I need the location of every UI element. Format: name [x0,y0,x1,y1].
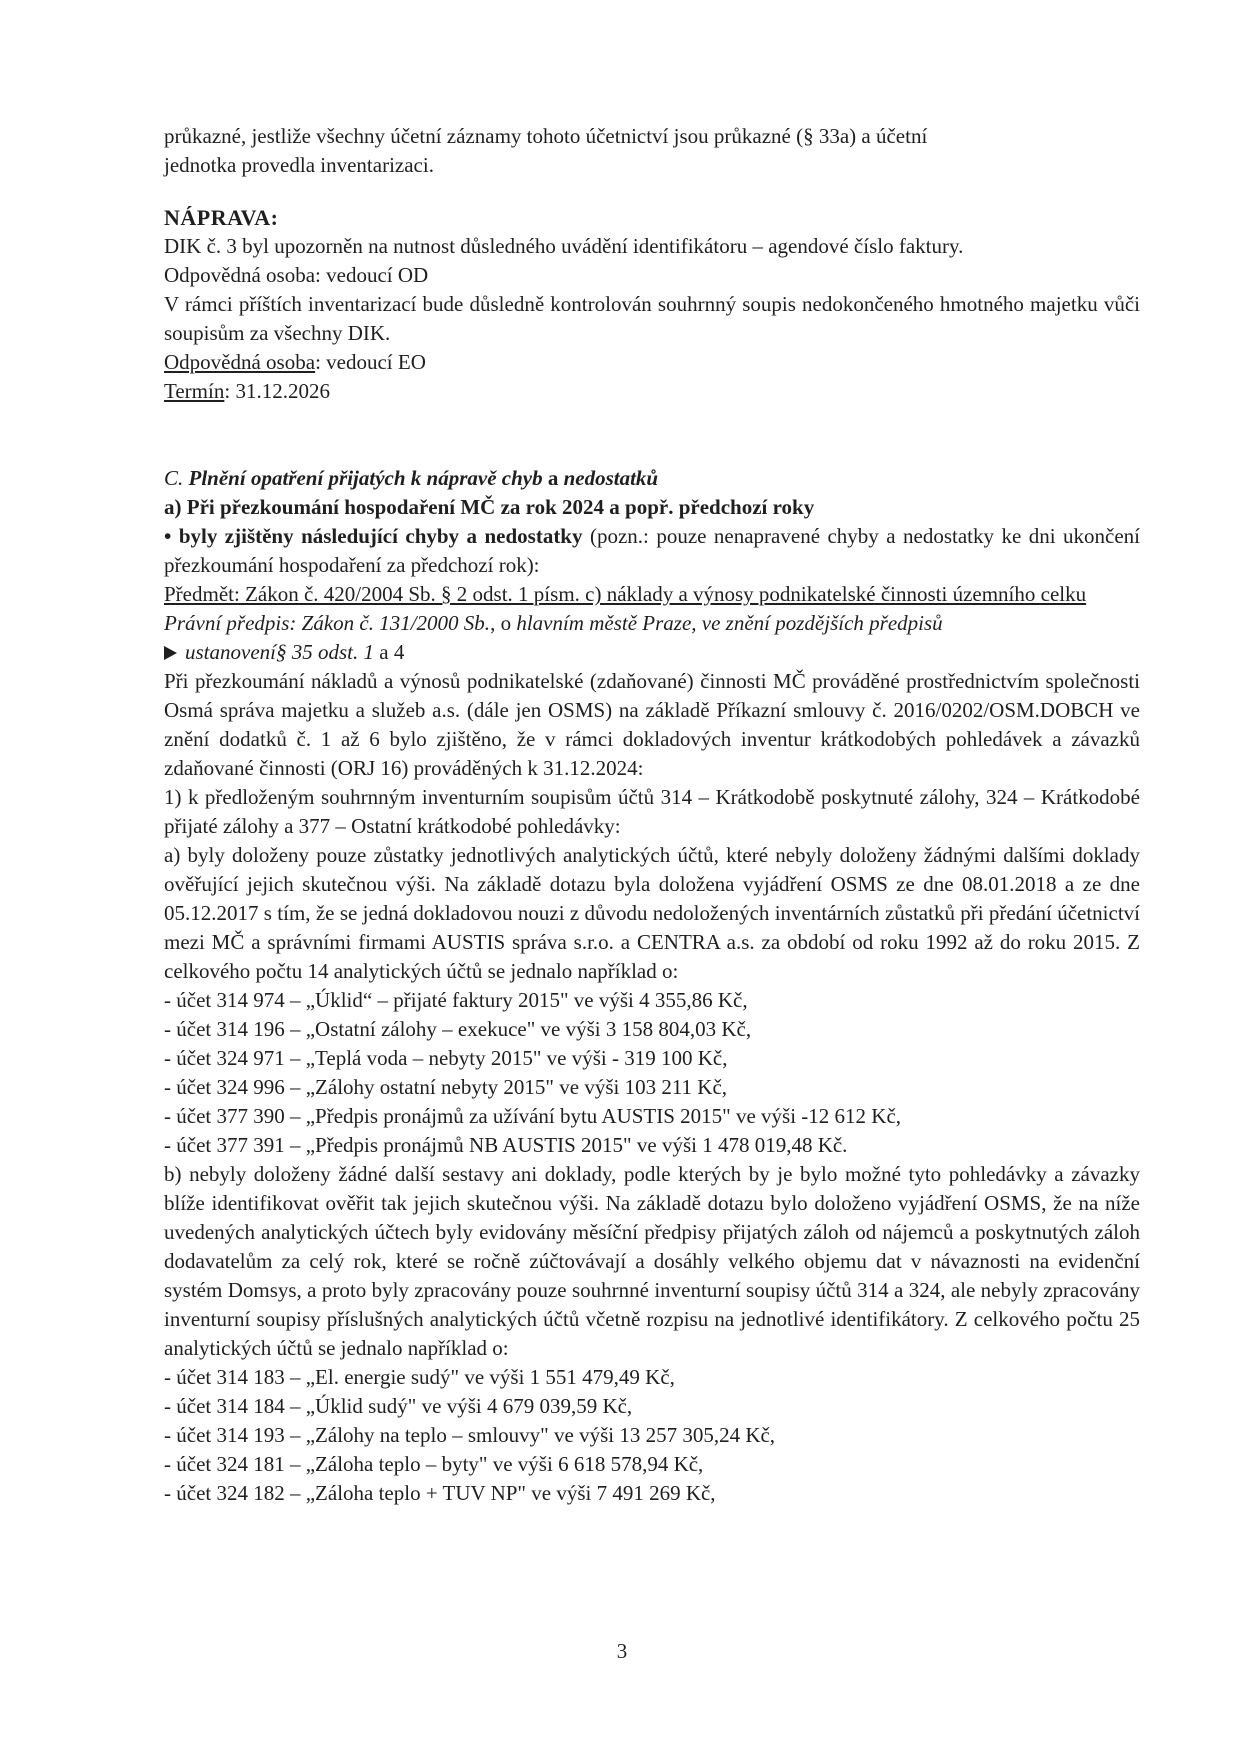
naprava-responsible-od: Odpovědná osoba: vedoucí OD [164,263,429,287]
naprava-paragraph-3: V rámci příštích inventarizací bude důsledně kontrolován souhrnný soupis nedokončeného hmotného majetku vůči soupisům za všechny DIK. [164,292,1140,345]
section-c-title-and: a [542,466,564,490]
responsible-value: : vedoucí EO [315,350,426,374]
naprava-responsible-eo [164,348,1140,377]
section-c-point-a: a) byly doloženy pouze zůstatky jednotlivých analytických účtů, které nebyly doloženy žádnými dalšími doklady ověřující jejich skutečnou výši. Na základě dotazu byla doložena vyjádření OSMS ze dne 08.01.2018 a ze dne 05.12.2017 s tím, že se jedná dokladovou nouzi z důvodu nedoložených inventárních zůstatků při předání účetnictví mezi MČ a správními firmami AUSTIS správa s.r.o. a CENTRA a.s. za období od roku 1992 až do roku 2015. Z celkového počtu 14 analytických účtů se jednalo například o: [164,843,1140,983]
bullet-rest-text: (pozn.: pouze nenapravené chyby a nedostatky ke dni ukončení přezkoumání hospodaření za předchozí rok): [164,524,1141,577]
section-c-point-b: b) nebyly doloženy žádné další sestavy ani doklady, podle kterých by je bylo možné tyto pohledávky a závazky blíže identifikovat ověřit tak jejich skutečnou výši. Na základě dotazu bylo doloženo vyjádření OSMS, že na níže uvedených analytických účtech byly evidovány měsíční předpisy přijatých záloh od nájemců a poskytnutých záloh dodavatelům za celý rok, které se ročně zúčtovávají a dosáhly velkého objemu dat v návaznosti na evidenční systém Domsys, a proto byly zpracovány pouze souhrnné inventurní soupisy účtů 314 a 324, ale nebyly zpracovány inventurní soupisy příslušných analytických účtů včetně rozpisu na jednotlivé identifikátory. Z celkového počtu 25 analytických účtů se jednalo například o: [164,1162,1140,1360]
term-value: : 31.12.2026 [224,379,330,403]
bullet-icon: • [164,524,172,548]
section-c-subheading-a: a) Při přezkoumání hospodaření MČ za rok 2024 a popř. předchozí roky [164,495,815,519]
section-c-title [164,464,1140,493]
intro-line-2: jednotka provedla inventarizaci. [164,153,434,177]
triangle-arrow-icon [164,646,177,660]
section-c-bullet [164,522,1140,580]
section-c-subject: Předmět: Zákon č. 420/2004 Sb. § 2 odst. 1 písm. c) náklady a výnosy podnikatelské činnosti územního celku [164,582,1087,606]
list-item: - účet 314 183 – „El. energie sudý" ve výši 1 551 479,49 Kč, [164,1365,675,1389]
naprava-term [164,377,1140,406]
list-item: - účet 314 193 – „Zálohy na teplo – smlouvy" ve výši 13 257 305,24 Kč, [164,1423,776,1447]
section-c-title-italic: Plnění opatření přijatých k nápravě chyb [188,466,543,490]
list-item: - účet 324 971 – „Teplá voda – nebyty 2015" ve výši - 319 100 Kč, [164,1046,728,1070]
section-c-letter: C. [164,466,189,490]
provision-rest: a 4 [374,640,405,664]
term-label: Termín [164,379,225,403]
section-c-law [164,609,1140,638]
intro-paragraph [164,122,1140,180]
naprava-paragraph-1: DIK č. 3 byl upozorněn na nutnost důsledného uvádění identifikátoru – agendové číslo faktury. [164,234,964,258]
responsible-label: Odpovědná osoba [164,350,316,374]
list-item: - účet 324 181 – „Záloha teplo – byty" ve výši 6 618 578,94 Kč, [164,1452,704,1476]
list-item: - účet 377 390 – „Předpis pronájmů za užívání bytu AUSTIS 2015" ve výši -12 612 Kč, [164,1104,902,1128]
naprava-heading: NÁPRAVA: [164,205,279,230]
page-number: 3 [616,1639,628,1663]
list-item: - účet 314 196 – „Ostatní zálohy – exekuce" ve výši 3 158 804,03 Kč, [164,1017,752,1041]
section-c-title-end: nedostatků [563,466,659,490]
bullet-bold-text: byly zjištěny následující chyby a nedostatky [178,524,583,548]
list-item: - účet 314 974 – „Úklid“ – přijaté faktury 2015" ve výši 4 355,86 Kč, [164,988,748,1012]
list-a [164,986,1140,1160]
section-c-provision [164,638,1140,667]
page-content [164,122,1140,1508]
list-b [164,1363,1140,1508]
list-item: - účet 324 996 – „Zálohy ostatní nebyty 2015" ve výši 103 211 Kč, [164,1075,728,1099]
law-normal: , o [490,611,517,635]
law-italic-1: Právní předpis: Zákon č. 131/2000 Sb. [164,611,491,635]
provision-italic: ustanovení§ 35 odst. 1 [185,640,374,664]
list-item: - účet 377 391 – „Předpis pronájmů NB AUSTIS 2015" ve výši 1 478 019,48 Kč. [164,1133,848,1157]
list-item: - účet 314 184 – „Úklid sudý" ve výši 4 679 039,59 Kč, [164,1394,633,1418]
law-italic-2: hlavním městě Praze, ve znění pozdějších předpisů [516,611,943,635]
list-item: - účet 324 182 – „Záloha teplo + TUV NP" ve výši 7 491 269 Kč, [164,1481,716,1505]
section-c-paragraph-1: Při přezkoumání nákladů a výnosů podnikatelské (zdaňované) činnosti MČ prováděné prostřednictvím společnosti Osmá správa majetku a služeb a.s. (dále jen OSMS) na základě Příkazní smlouvy č. 2016/0202/OSM.DOBCH ve znění dodatků č. 1 až 6 bylo zjištěno, že v rámci dokladových inventur krátkodobých pohledávek a závazků zdaňované činnosti (ORJ 16) prováděných k 31.12.2024: [164,669,1140,780]
intro-line-1: průkazné, jestliže všechny účetní záznamy tohoto účetnictví jsou průkazné (§ 33a) a účetní [164,124,928,148]
section-c-point-1: 1) k předloženým souhrnným inventurním soupisům účtů 314 – Krátkodobě poskytnuté zálohy, 324 – Krátkodobé přijaté zálohy a 377 – Ostatní krátkodobé pohledávky: [164,785,1140,838]
